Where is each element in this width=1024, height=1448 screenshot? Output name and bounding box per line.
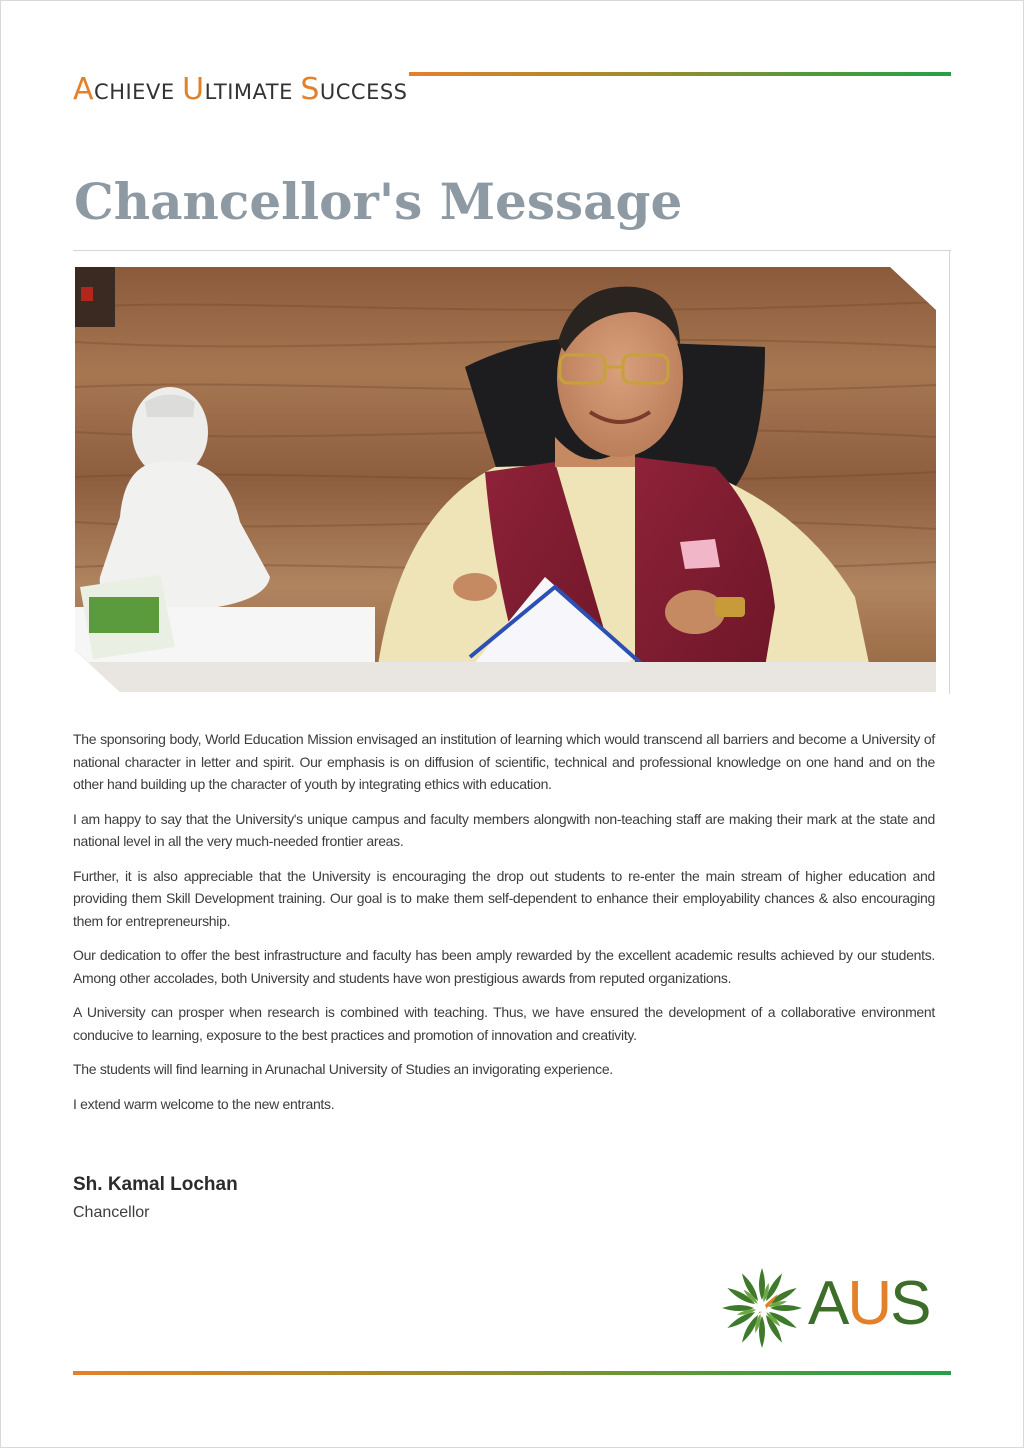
logo-wordmark xyxy=(808,1268,930,1340)
page-title: Chancellor's Message xyxy=(74,172,683,231)
tagline xyxy=(73,72,408,107)
logo-letter: S xyxy=(890,1269,930,1338)
message-paragraph: I extend warm welcome to the new entrants. xyxy=(73,1095,335,1112)
message-paragraph: A University can prosper when research is combined with teaching. Thus, we have ensured the development of a collaborative environment conducive to learning, exposure to the best practices and promotion of innovation and creativity. xyxy=(73,1004,935,1043)
aus-logo xyxy=(718,1264,938,1352)
title-divider xyxy=(73,250,951,251)
header-rule xyxy=(409,72,951,76)
message-paragraph: The sponsoring body, World Education Mission envisaged an institution of learning which would transcend all barriers and become a University of national character in letter and spirit. Our emphasis is on diffusion of scientific, technical and professional knowledge on one hand and on the other hand building up the character of youth by integrating ethics with education. xyxy=(73,731,935,792)
message-paragraph: Our dedication to offer the best infrastructure and faculty has been amply rewarded by the excellent academic results achieved by our students. Among other accolades, both University and students have won prestigious awards from reputed organizations. xyxy=(73,947,935,986)
logo-letter: A xyxy=(808,1269,848,1338)
tagline-word: ULTIMATE xyxy=(182,72,293,107)
tagline-word: SUCCESS xyxy=(300,72,408,107)
leaf-wreath-icon xyxy=(718,1264,806,1352)
message-paragraph: The students will find learning in Arunachal University of Studies an invigorating experience. xyxy=(73,1061,613,1077)
tagline-word: ACHIEVE xyxy=(73,72,175,107)
signatory-designation: Chancellor xyxy=(73,1204,150,1221)
chancellor-photo xyxy=(75,267,936,692)
footer-rule xyxy=(73,1371,951,1375)
photo-frame-line xyxy=(949,250,950,694)
signatory-name: Sh. Kamal Lochan xyxy=(73,1174,238,1195)
message-body xyxy=(73,728,935,1127)
message-paragraph: I am happy to say that the University's unique campus and faculty members alongwith non-teaching staff are making their mark at the state and national level in all the very much-needed frontier areas. xyxy=(73,810,935,849)
message-paragraph: Further, it is also appreciable that the University is encouraging the drop out students to re-enter the main stream of higher education and providing them Skill Development training. Our goal is to make them self-dependent to enhance their employability chances & also encouraging them for entrepreneurship. xyxy=(73,867,935,929)
logo-letter: U xyxy=(847,1269,891,1338)
